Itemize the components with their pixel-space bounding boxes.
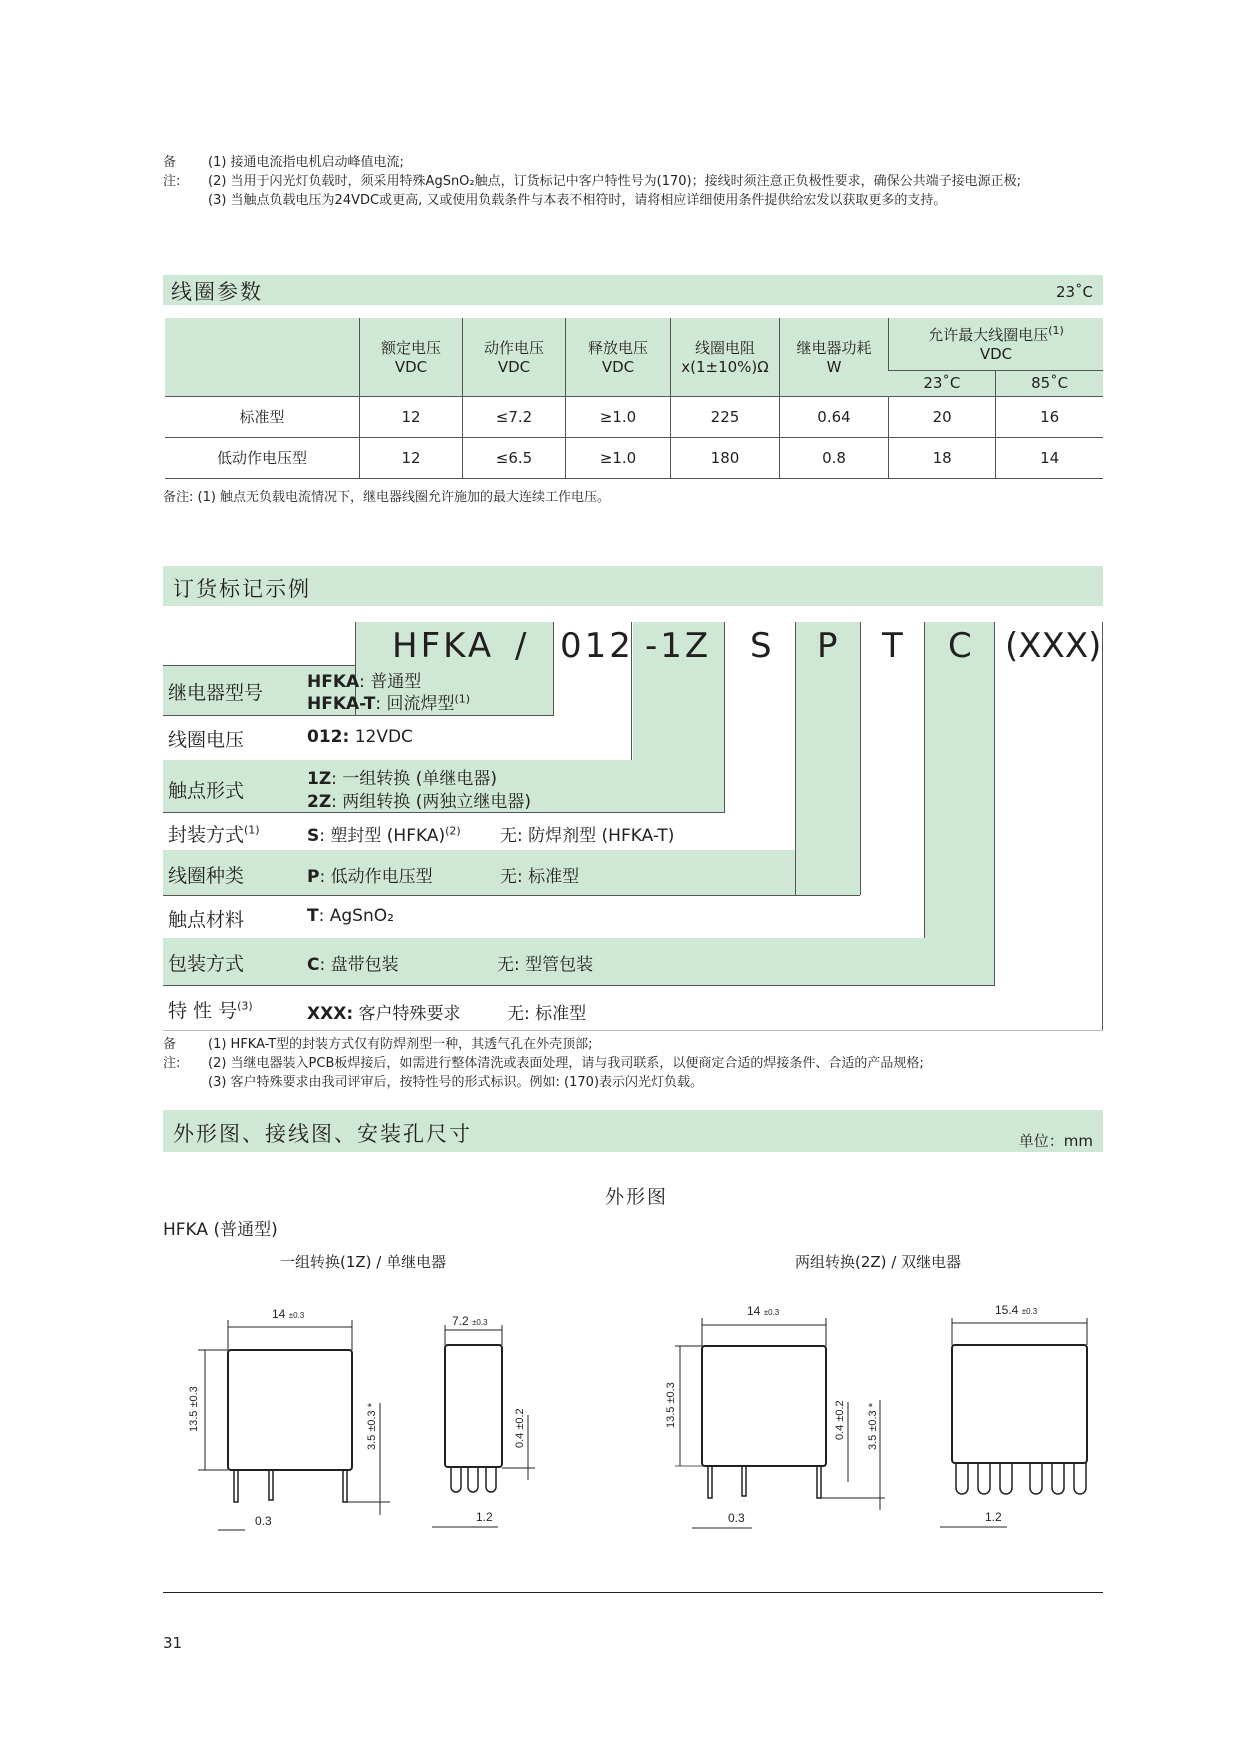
caption-1z: 一组转换(1Z) / 单继电器 (280, 1253, 447, 1271)
row-value: C: 盘带包装 (307, 955, 399, 975)
section-title: 订货标记示例 (173, 577, 311, 601)
coil-note: 备注: (1) 触点无负载电流情况下，继电器线圈允许施加的最大连续工作电压。 (163, 490, 611, 505)
row-value: 无: 型管包装 (497, 955, 594, 975)
dim-offset: 0.4 ±0.2 (514, 1408, 526, 1448)
page-number: 31 (163, 1634, 183, 1652)
code-series: HFKA (392, 626, 495, 666)
row-value: 2Z: 两组转换 (两独立继电器) (307, 792, 531, 812)
row-value: 012: 12VDC (307, 727, 413, 747)
col-header: 允许最大线圈电压 (928, 326, 1049, 345)
row-value: HFKA: 普通型 (307, 672, 422, 692)
row-label: 继电器型号 (168, 682, 264, 704)
drawing-2z-front (675, 1318, 885, 1528)
col-unit: VDC (394, 358, 428, 377)
section-title: 线圈参数 (171, 280, 263, 304)
cell: 0.8 (780, 437, 889, 478)
section-title: 外形图、接线图、安装孔尺寸 (173, 1122, 472, 1146)
dim-pitch: 1.2 (985, 1510, 1002, 1524)
dim-pin-length: 3.5 ±0.3 * (867, 1402, 879, 1450)
cell: 16 (996, 396, 1103, 437)
col-unit: VDC (601, 358, 635, 377)
temperature: 23˚C (1055, 283, 1093, 301)
code-enclosure: S (750, 626, 775, 666)
note-item: (3) 当触点负载电压为24VDC或更高, 又或使用负载条件与本表不相符时，请将相应详细使用条件提供给宏发以获取更多的支持。 (208, 193, 947, 208)
dim-height: 13.5 ±0.3 (665, 1382, 677, 1428)
row-value: 无: 标准型 (500, 867, 580, 887)
caption-2z: 两组转换(2Z) / 双继电器 (795, 1253, 962, 1271)
col-unit: VDC (497, 358, 531, 377)
col-unit: x(1±10%)Ω (681, 358, 769, 377)
cell: 14 (996, 437, 1103, 478)
dim-width: 14 ±0.3 (747, 1304, 780, 1318)
code-special: (XXX) (1005, 626, 1102, 666)
drawing-title: 外形图 (605, 1186, 669, 1208)
cell: 0.64 (780, 396, 889, 437)
unit-label: 单位：mm (1018, 1132, 1093, 1150)
model-label: HFKA (普通型) (163, 1220, 278, 1240)
row-value: T: AgSnO₂ (307, 906, 394, 926)
cell: 225 (671, 396, 780, 437)
dim-width: 7.2 ±0.3 (452, 1314, 488, 1328)
footer-rule (163, 1592, 1103, 1593)
row-value: XXX: 客户特殊要求 (307, 1004, 461, 1024)
note-item: (1) 接通电流指电机启动峰值电流; (208, 155, 404, 170)
code-coil-type: P (817, 626, 841, 666)
row-label: 特 性 号$^{(3)}$ (168, 999, 253, 1022)
footnote-ref: (1) (1048, 324, 1064, 338)
col-header: 线圈电阻 (694, 339, 755, 358)
code-coil-voltage: 012 (560, 626, 634, 666)
cell: 180 (671, 437, 780, 478)
col-header: 23˚C (889, 370, 996, 396)
row-value: 1Z: 一组转换 (单继电器) (307, 769, 497, 789)
cell: 18 (889, 437, 996, 478)
code-contact-material: T (882, 626, 906, 666)
dim-pin-width: 0.3 (255, 1514, 272, 1528)
row-value: S: 塑封型 (HFKA)$^{(2)}$ (307, 824, 461, 846)
col-header: 额定电压 (380, 339, 441, 358)
code-slash: / (515, 626, 530, 666)
notes-prefix: 备注: (163, 155, 181, 189)
col-header: 继电器功耗 (796, 339, 872, 358)
row-value: 无: 防焊剂型 (HFKA-T) (500, 826, 675, 846)
dim-width: 14 ±0.3 (272, 1307, 305, 1321)
row-label: 低动作电压型 (165, 437, 360, 478)
drawing-2z-side (940, 1318, 1087, 1527)
drawing-1z-front (198, 1320, 390, 1530)
code-contact-form: -1Z (645, 626, 712, 666)
col-header: 释放电压 (587, 339, 648, 358)
dim-height: 13.5 ±0.3 (188, 1386, 200, 1432)
row-label: 封装方式$^{(1)}$ (168, 823, 260, 846)
code-packing: C (948, 626, 975, 666)
cell: ≤7.2 (463, 396, 566, 437)
row-value: HFKA-T: 回流焊型$^{(1)}$ (307, 692, 471, 714)
row-label: 线圈电压 (168, 729, 245, 751)
cell: 12 (360, 396, 463, 437)
cell: ≥1.0 (566, 437, 671, 478)
row-label: 触点材料 (168, 909, 245, 931)
col-unit: VDC (979, 345, 1013, 364)
note-item: (2) 当继电器装入PCB板焊接后，如需进行整体清洗或表面处理，请与我司联系，以便商定合适的焊接条件、合适的产品规格; (208, 1056, 924, 1071)
dim-pin-length: 3.5 ±0.3 * (366, 1402, 378, 1450)
note-item: (2) 当用于闪光灯负载时，须采用特殊AgSnO₂触点，订货标记中客户特性号为(170)；接线时须注意正负极性要求，确保公共端子接电源正极; (208, 174, 1021, 189)
notes-prefix: 备注: (163, 1037, 181, 1071)
col-header: 85˚C (996, 370, 1103, 396)
col-unit: W (826, 358, 842, 377)
row-value: P: 低动作电压型 (307, 867, 433, 887)
dim-offset: 0.4 ±0.2 (834, 1400, 846, 1440)
row-label: 包装方式 (168, 953, 245, 975)
note-item: (1) HFKA-T型的封装方式仅有防焊剂型一种，其透气孔在外壳顶部; (208, 1037, 593, 1052)
note-item: (3) 客户特殊要求由我司评审后，按特性号的形式标识。例如: (170)表示闪光灯负载。 (208, 1075, 704, 1090)
cell: ≤6.5 (463, 437, 566, 478)
row-label: 线圈种类 (168, 865, 245, 887)
cell: ≥1.0 (566, 396, 671, 437)
dim-width: 15.4 ±0.3 (995, 1303, 1038, 1317)
row-label: 触点形式 (168, 780, 245, 802)
row-label: 标准型 (165, 396, 360, 437)
dim-pitch: 1.2 (476, 1510, 493, 1524)
cell: 12 (360, 437, 463, 478)
row-value: 无: 标准型 (507, 1004, 587, 1024)
col-header: 动作电压 (483, 339, 544, 358)
cell: 20 (889, 396, 996, 437)
dim-pin-width: 0.3 (728, 1511, 745, 1525)
